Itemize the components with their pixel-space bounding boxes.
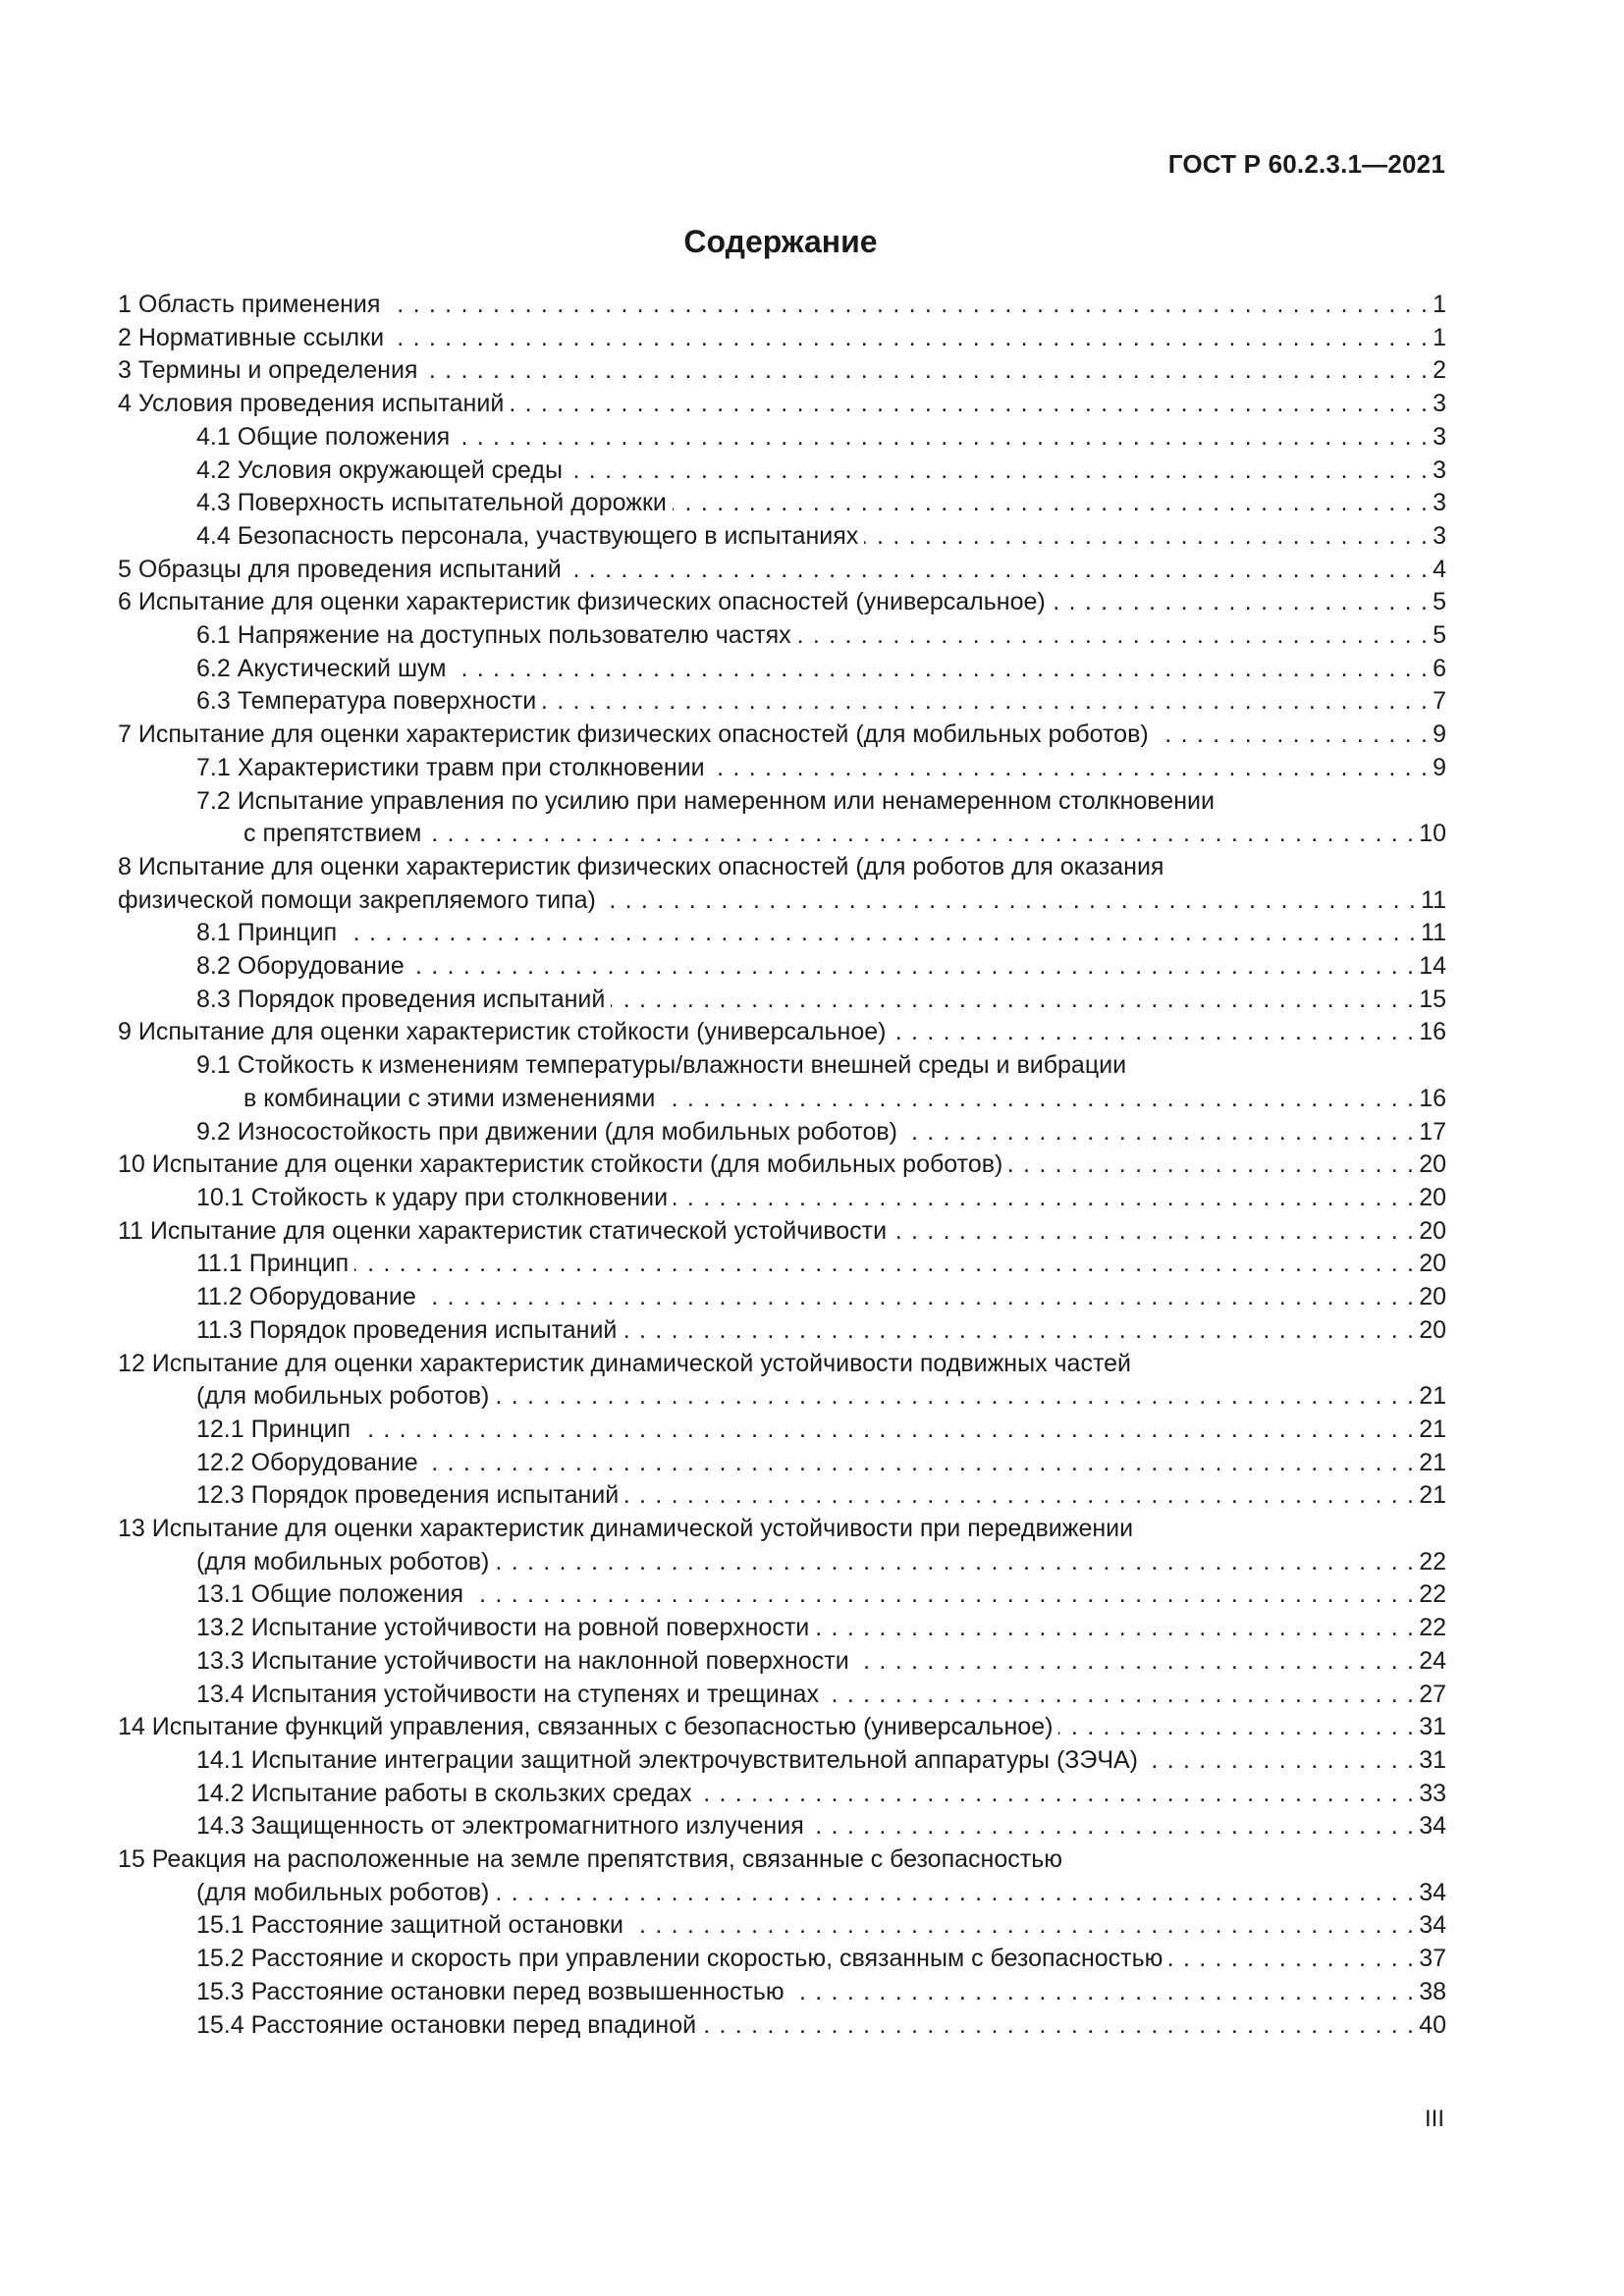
toc-entry-page: 20 [1419, 1315, 1446, 1344]
dot-leader [815, 1612, 1415, 1645]
toc-entry[interactable] [118, 554, 1446, 587]
toc-entry[interactable] [118, 1513, 1446, 1546]
toc-entry-page: 16 [1419, 1084, 1446, 1112]
toc-entry-title: 2 Нормативные ссылки [118, 323, 385, 351]
dot-leader [698, 1778, 1416, 1811]
dot-leader [456, 421, 1429, 454]
toc-entry[interactable] [118, 1645, 1446, 1679]
toc-entry-title: 6.2 Акустический шум [196, 654, 447, 682]
toc-entry-title: в комбинации с этими изменениями [244, 1084, 656, 1112]
dot-leader [892, 1016, 1415, 1049]
toc-entry-title: 4 Условия проведения испытаний [118, 390, 505, 418]
dot-leader [495, 1877, 1415, 1910]
toc-entry-page: 22 [1419, 1580, 1446, 1609]
dot-leader [390, 322, 1429, 355]
toc-entry[interactable] [118, 1447, 1446, 1480]
toc-entry-page: 5 [1433, 588, 1446, 616]
document-code: ГОСТ Р 60.2.3.1—2021 [1167, 149, 1445, 179]
toc-entry-title: 5 Образцы для проведения испытаний [118, 555, 562, 583]
toc-entry-page: 16 [1419, 1018, 1446, 1046]
toc-entry[interactable] [118, 520, 1446, 554]
toc-entry-title: 12.2 Оборудование [196, 1448, 418, 1476]
toc-entry-page: 21 [1419, 1382, 1446, 1411]
dot-leader [790, 1976, 1416, 2009]
toc-entry-page: 11 [1421, 885, 1446, 914]
toc-entry[interactable] [118, 454, 1446, 488]
toc-entry[interactable] [118, 388, 1446, 421]
toc-entry[interactable] [118, 421, 1446, 454]
toc-entry-title: 12 Испытание для оценки характеристик динамической устойчивости подвижных частей [118, 1349, 1131, 1377]
toc-entry-page: 17 [1419, 1117, 1446, 1146]
toc-entry-title: с препятствием [244, 820, 422, 848]
toc-entry-title: 6 Испытание для оценки характеристик физических опасностей (универсальное) [118, 588, 1046, 616]
toc-entry-title: 14.2 Испытание работы в скользких средах [196, 1779, 692, 1807]
dot-leader [1155, 719, 1429, 752]
toc-entry[interactable] [118, 685, 1446, 719]
toc-entry-page: 22 [1419, 1547, 1446, 1575]
toc-entry-page: 21 [1419, 1481, 1446, 1510]
toc-entry-title: (для мобильных роботов) [196, 1878, 490, 1906]
toc-entry-title: 11 Испытание для оценки характеристик статической устойчивости [118, 1216, 888, 1245]
toc-entry[interactable] [118, 653, 1446, 686]
toc-entry[interactable] [118, 1281, 1446, 1314]
toc-entry-title: 4.3 Поверхность испытательной дорожки [196, 489, 667, 517]
dot-leader [661, 1083, 1415, 1116]
dot-leader [1168, 1943, 1415, 1976]
toc-entry[interactable] [118, 1479, 1446, 1513]
toc-entry[interactable] [118, 1843, 1446, 1877]
toc-entry[interactable] [118, 619, 1446, 653]
toc-entry-title: 13.2 Испытание устойчивости на ровной поверхности [196, 1614, 810, 1642]
dot-leader [629, 1909, 1415, 1943]
toc-entry-page: 24 [1419, 1646, 1446, 1675]
toc-entry[interactable] [118, 851, 1446, 884]
toc-entry-page: 21 [1419, 1415, 1446, 1443]
dot-leader [903, 1116, 1415, 1149]
toc-entry-page: 2 [1433, 356, 1446, 385]
toc-entry-title: 15 Реакция на расположенные на земле препятствия, связанные с безопасностью [118, 1845, 1062, 1874]
toc-entry-title: (для мобильных роботов) [196, 1547, 490, 1575]
toc-entry-title: 6.1 Напряжение на доступных пользователю частях [196, 621, 791, 650]
toc-entry-title: 13.3 Испытание устойчивости на наклонной поверхности [196, 1646, 849, 1675]
toc-entry-title: 14.3 Защищенность от электромагнитного излучения [196, 1812, 804, 1841]
toc-entry-title: 4.4 Безопасность персонала, участвующего в испытаниях [196, 521, 859, 550]
toc-entry-title: 15.1 Расстояние защитной остановки [196, 1911, 623, 1940]
toc-entry[interactable] [118, 1778, 1446, 1811]
dot-leader [568, 454, 1429, 488]
dot-leader [469, 1578, 1415, 1612]
dot-leader [386, 289, 1429, 322]
toc-entry[interactable] [118, 1976, 1446, 2009]
dot-leader [510, 388, 1429, 421]
toc-entry[interactable] [118, 1348, 1446, 1381]
toc-entry-title: 15.2 Расстояние и скорость при управлении скоростью, связанным с безопасностью [196, 1945, 1164, 1973]
toc-entry[interactable] [118, 2009, 1446, 2043]
dot-leader [343, 917, 1417, 950]
toc-entry-title: 11.3 Порядок проведения испытаний [196, 1315, 618, 1344]
toc-entry[interactable] [118, 1215, 1446, 1249]
toc-entry-page: 33 [1419, 1779, 1446, 1807]
toc-entry[interactable] [118, 1083, 1446, 1116]
dot-leader [1058, 1711, 1415, 1744]
toc-entry-title: 13.1 Общие положения [196, 1580, 464, 1609]
dot-leader [602, 884, 1417, 918]
toc-entry-page: 9 [1433, 753, 1446, 781]
toc-entry[interactable] [118, 818, 1446, 851]
dot-leader [495, 1546, 1415, 1579]
dot-leader [797, 619, 1429, 653]
toc-entry-title: физической помощи закрепляемого типа) [118, 885, 596, 914]
toc-entry[interactable] [118, 1810, 1446, 1843]
toc-entry-title: 3 Термины и определения [118, 356, 418, 385]
toc-entry-page: 38 [1419, 1977, 1446, 2005]
toc-entry[interactable] [118, 289, 1446, 322]
toc-entry-title: 1 Область применения [118, 291, 381, 318]
dot-leader [1052, 586, 1429, 619]
dot-leader [1144, 1744, 1415, 1778]
toc-entry-title: 8.2 Оборудование [196, 952, 405, 981]
toc-entry-title: 13.4 Испытания устойчивости на ступенях и трещинах [196, 1680, 819, 1708]
page-number: III [1424, 2106, 1444, 2132]
toc-entry-page: 4 [1433, 555, 1446, 583]
dot-leader [711, 752, 1429, 785]
toc-entry-title: 8.3 Порядок проведения испытаний [196, 985, 606, 1013]
toc-entry-page: 27 [1419, 1680, 1446, 1708]
toc-entry[interactable] [118, 487, 1446, 520]
toc-entry-page: 15 [1419, 985, 1446, 1013]
toc-entry-title: 13 Испытание для оценки характеристик динамической устойчивости при передвижении [118, 1515, 1134, 1543]
toc-entry[interactable] [118, 1116, 1446, 1149]
dot-leader [427, 818, 1415, 851]
toc-entry-title: 15.3 Расстояние остановки перед возвышенностью [196, 1977, 785, 2005]
toc-entry-title: 9 Испытание для оценки характеристик стойкости (универсальное) [118, 1018, 887, 1046]
toc-entry[interactable] [118, 1049, 1446, 1083]
dot-leader [893, 1215, 1415, 1249]
toc-entry-page: 21 [1419, 1448, 1446, 1476]
toc-entry-page: 34 [1419, 1812, 1446, 1841]
toc-entry-page: 20 [1419, 1216, 1446, 1245]
dot-leader [495, 1380, 1415, 1414]
toc-entry[interactable] [118, 884, 1446, 918]
toc-entry-title: 12.1 Принцип [196, 1415, 352, 1443]
toc-entry-page: 3 [1433, 422, 1446, 451]
toc-entry-title: 8 Испытание для оценки характеристик физических опасностей (для роботов для оказания [118, 852, 1164, 881]
toc-entry-page: 1 [1433, 291, 1446, 318]
toc-entry-title: (для мобильных роботов) [196, 1382, 490, 1411]
toc-entry-title: 7.2 Испытание управления по усилию при намеренном или ненамеренном столкновении [196, 786, 1215, 815]
toc-entry-page: 20 [1419, 1283, 1446, 1311]
dot-leader [354, 1248, 1415, 1281]
toc-entry[interactable] [118, 1314, 1446, 1348]
toc-entry[interactable] [118, 785, 1446, 819]
toc-entry-page: 1 [1433, 323, 1446, 351]
toc-entry-page: 20 [1419, 1150, 1446, 1179]
dot-leader [410, 950, 1415, 984]
dot-leader [452, 653, 1429, 686]
toc-entry-page: 20 [1419, 1183, 1446, 1211]
toc-entry[interactable] [118, 917, 1446, 950]
toc-entry-page: 31 [1419, 1745, 1446, 1774]
toc-entry-title: 11.2 Оборудование [196, 1283, 416, 1311]
toc-entry[interactable] [118, 586, 1446, 619]
toc-entry[interactable] [118, 1744, 1446, 1778]
toc-entry[interactable] [118, 1578, 1446, 1612]
toc-entry-title: 7 Испытание для оценки характеристик физических опасностей (для мобильных роботов) [118, 721, 1149, 749]
dot-leader [422, 1281, 1415, 1314]
toc-entry-title: 8.1 Принцип [196, 919, 338, 947]
dot-leader [423, 354, 1429, 388]
toc-entry-page: 34 [1419, 1878, 1446, 1906]
toc-entry-page: 37 [1419, 1945, 1446, 1973]
toc-entry-page: 14 [1419, 952, 1446, 981]
dot-leader [855, 1645, 1416, 1679]
toc-entry[interactable] [118, 354, 1446, 388]
toc-entry-title: 11.1 Принцип [196, 1250, 350, 1278]
dot-leader [542, 685, 1429, 719]
toc-entry-page: 3 [1433, 455, 1446, 484]
dot-leader [624, 1479, 1415, 1513]
dot-leader [702, 2009, 1415, 2043]
toc-entry-title: 4.1 Общие положения [196, 422, 451, 451]
dot-leader [674, 1182, 1415, 1215]
toc-entry[interactable] [118, 1546, 1446, 1579]
toc-entry[interactable] [118, 1182, 1446, 1215]
toc-entry-page: 3 [1433, 390, 1446, 418]
toc-entry-title: 9.2 Износостойкость при движении (для мобильных роботов) [196, 1117, 897, 1146]
toc-entry[interactable] [118, 1016, 1446, 1049]
toc-entry-page: 31 [1419, 1713, 1446, 1741]
dot-leader [825, 1679, 1415, 1712]
toc-entry[interactable] [118, 1612, 1446, 1645]
toc-entry-page: 10 [1419, 820, 1446, 848]
toc-entry[interactable] [118, 1248, 1446, 1281]
toc-entry[interactable] [118, 1909, 1446, 1943]
dot-leader [864, 520, 1429, 554]
toc-title: Содержание [683, 224, 878, 259]
dot-leader [568, 554, 1429, 587]
dot-leader [424, 1447, 1416, 1480]
toc-entry-page: 5 [1433, 621, 1446, 650]
toc-entry-title: 7.1 Характеристики травм при столкновении [196, 753, 705, 781]
toc-entry-page: 9 [1433, 721, 1446, 749]
toc-entry-page: 40 [1419, 2010, 1446, 2039]
toc-entry-page: 22 [1419, 1614, 1446, 1642]
toc-entry-title: 15.4 Расстояние остановки перед впадиной [196, 2010, 697, 2039]
toc-entry-title: 14.1 Испытание интеграции защитной электрочувствительной аппаратуры (ЗЭЧА) [196, 1745, 1138, 1774]
toc-entry-page: 6 [1433, 654, 1446, 682]
dot-leader [673, 487, 1429, 520]
toc-entry-page: 3 [1433, 489, 1446, 517]
toc-entry-page: 3 [1433, 521, 1446, 550]
toc-entry-title: 12.3 Порядок проведения испытаний [196, 1481, 620, 1510]
toc-entry[interactable] [118, 1711, 1446, 1744]
toc-entry[interactable] [118, 1148, 1446, 1182]
dot-leader [810, 1810, 1415, 1843]
toc-entry[interactable] [118, 1877, 1446, 1910]
toc-entry-title: 10 Испытание для оценки характеристик стойкости (для мобильных роботов) [118, 1150, 1003, 1179]
dot-leader [1008, 1148, 1415, 1182]
toc-entry[interactable] [118, 950, 1446, 984]
toc-entry[interactable] [118, 984, 1446, 1017]
toc-entry-title: 4.2 Условия окружающей среды [196, 455, 563, 484]
toc-entry-page: 20 [1419, 1250, 1446, 1278]
toc-entry[interactable] [118, 752, 1446, 785]
dot-leader [356, 1414, 1415, 1447]
toc-entry-title: 10.1 Стойкость к удару при столкновении [196, 1183, 669, 1211]
dot-leader [623, 1314, 1415, 1348]
toc-entry[interactable] [118, 719, 1446, 752]
toc-entry-title: 14 Испытание функций управления, связанных с безопасностью (универсальное) [118, 1713, 1054, 1741]
toc-entry[interactable] [118, 1679, 1446, 1712]
toc-entry[interactable] [118, 1380, 1446, 1414]
toc-entry-page: 34 [1419, 1911, 1446, 1940]
toc-entry[interactable] [118, 322, 1446, 355]
toc-entry[interactable] [118, 1414, 1446, 1447]
toc-entry-title: 9.1 Стойкость к изменениям температуры/влажности внешней среды и вибрации [196, 1051, 1127, 1080]
table-of-contents [118, 289, 1446, 2042]
toc-entry-page: 7 [1433, 687, 1446, 716]
toc-entry[interactable] [118, 1943, 1446, 1976]
dot-leader [611, 984, 1415, 1017]
toc-entry-title: 6.3 Температура поверхности [196, 687, 537, 716]
toc-entry-page: 11 [1421, 919, 1446, 947]
